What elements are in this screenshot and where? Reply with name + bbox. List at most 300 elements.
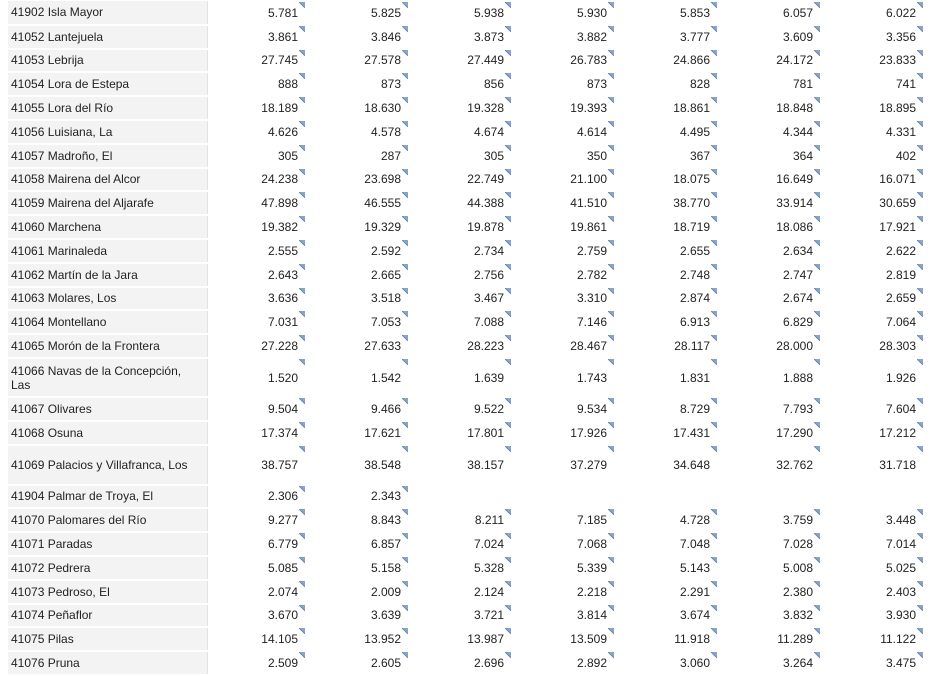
note-flag-icon[interactable] bbox=[505, 145, 511, 151]
note-flag-icon[interactable] bbox=[505, 2, 511, 8]
note-flag-icon[interactable] bbox=[814, 628, 820, 634]
note-flag-icon[interactable] bbox=[608, 533, 614, 539]
value-text: 38.757 bbox=[261, 457, 298, 472]
note-flag-icon[interactable] bbox=[505, 605, 511, 611]
value-text: 38.770 bbox=[673, 196, 710, 211]
note-flag-icon[interactable] bbox=[505, 121, 511, 127]
value-text: 9.522 bbox=[473, 402, 504, 417]
value-cell bbox=[619, 334, 722, 358]
table-row bbox=[8, 627, 928, 651]
note-flag-icon[interactable] bbox=[711, 73, 717, 79]
note-flag-icon[interactable] bbox=[505, 97, 511, 103]
note-flag-icon[interactable] bbox=[917, 26, 923, 32]
note-flag-icon[interactable] bbox=[917, 192, 923, 198]
value-cell bbox=[619, 49, 722, 73]
value-text: 3.310 bbox=[576, 291, 607, 306]
note-flag-icon[interactable] bbox=[711, 264, 717, 270]
value-cell bbox=[207, 168, 310, 192]
value-text: 21.100 bbox=[570, 172, 607, 187]
note-flag-icon[interactable] bbox=[299, 533, 305, 539]
municipality-name: 41066 Navas de la Concepción, Las bbox=[8, 358, 207, 398]
note-flag-icon[interactable] bbox=[917, 2, 923, 8]
value-text: 28.000 bbox=[776, 339, 813, 354]
value-cell bbox=[207, 397, 310, 421]
note-flag-icon[interactable] bbox=[711, 581, 717, 587]
value-text: 3.670 bbox=[267, 608, 298, 623]
note-flag-icon[interactable] bbox=[917, 557, 923, 563]
note-flag-icon[interactable] bbox=[711, 533, 717, 539]
note-flag-icon[interactable] bbox=[505, 533, 511, 539]
note-flag-icon[interactable] bbox=[711, 121, 717, 127]
note-flag-icon[interactable] bbox=[608, 557, 614, 563]
note-flag-icon[interactable] bbox=[917, 97, 923, 103]
note-flag-icon[interactable] bbox=[711, 311, 717, 317]
note-flag-icon[interactable] bbox=[814, 121, 820, 127]
value-cell bbox=[310, 651, 413, 675]
note-flag-icon[interactable] bbox=[505, 192, 511, 198]
municipality-name: 41055 Lora del Río bbox=[8, 96, 207, 120]
note-flag-icon[interactable] bbox=[608, 628, 614, 634]
value-text: 7.024 bbox=[473, 537, 504, 552]
note-flag-icon[interactable] bbox=[505, 422, 511, 428]
note-flag-icon[interactable] bbox=[711, 335, 717, 341]
note-flag-icon[interactable] bbox=[299, 50, 305, 56]
note-flag-icon[interactable] bbox=[299, 216, 305, 222]
note-flag-icon[interactable] bbox=[814, 311, 820, 317]
note-flag-icon[interactable] bbox=[402, 335, 408, 341]
note-flag-icon[interactable] bbox=[402, 605, 408, 611]
value-text: 8.729 bbox=[679, 402, 710, 417]
note-flag-icon[interactable] bbox=[299, 192, 305, 198]
value-text: 27.449 bbox=[467, 53, 504, 68]
note-flag-icon[interactable] bbox=[711, 557, 717, 563]
note-flag-icon[interactable] bbox=[299, 581, 305, 587]
value-cell bbox=[825, 120, 928, 144]
note-flag-icon[interactable] bbox=[299, 288, 305, 294]
municipality-name: 41053 Lebrija bbox=[8, 49, 207, 73]
value-cell bbox=[825, 508, 928, 532]
note-flag-icon[interactable] bbox=[814, 533, 820, 539]
note-flag-icon[interactable] bbox=[608, 216, 614, 222]
value-cell bbox=[619, 287, 722, 311]
note-flag-icon[interactable] bbox=[917, 50, 923, 56]
note-flag-icon[interactable] bbox=[608, 121, 614, 127]
value-cell bbox=[516, 445, 619, 485]
note-flag-icon[interactable] bbox=[814, 581, 820, 587]
note-flag-icon[interactable] bbox=[814, 359, 820, 365]
note-flag-icon[interactable] bbox=[711, 652, 717, 658]
note-flag-icon[interactable] bbox=[299, 509, 305, 515]
note-flag-icon[interactable] bbox=[505, 169, 511, 175]
value-text: 7.793 bbox=[782, 402, 813, 417]
note-flag-icon[interactable] bbox=[299, 311, 305, 317]
note-flag-icon[interactable] bbox=[608, 192, 614, 198]
note-flag-icon[interactable] bbox=[814, 652, 820, 658]
note-flag-icon[interactable] bbox=[402, 486, 408, 492]
value-text: 2.509 bbox=[267, 656, 298, 671]
note-flag-icon[interactable] bbox=[608, 145, 614, 151]
note-flag-icon[interactable] bbox=[814, 240, 820, 246]
note-flag-icon[interactable] bbox=[814, 216, 820, 222]
value-text: 18.086 bbox=[776, 220, 813, 235]
note-flag-icon[interactable] bbox=[814, 335, 820, 341]
note-flag-icon[interactable] bbox=[402, 446, 408, 452]
note-flag-icon[interactable] bbox=[814, 264, 820, 270]
note-flag-icon[interactable] bbox=[299, 169, 305, 175]
value-text: 17.621 bbox=[364, 426, 401, 441]
note-flag-icon[interactable] bbox=[711, 216, 717, 222]
note-flag-icon[interactable] bbox=[299, 628, 305, 634]
value-text: 19.382 bbox=[261, 220, 298, 235]
note-flag-icon[interactable] bbox=[505, 288, 511, 294]
value-text: 2.748 bbox=[679, 267, 710, 282]
note-flag-icon[interactable] bbox=[917, 121, 923, 127]
value-cell bbox=[310, 310, 413, 334]
value-cell bbox=[413, 334, 516, 358]
value-cell bbox=[722, 334, 825, 358]
value-cell bbox=[825, 627, 928, 651]
note-flag-icon[interactable] bbox=[402, 509, 408, 515]
municipality-name: 41057 Madroño, El bbox=[8, 144, 207, 168]
value-text: 2.622 bbox=[885, 243, 916, 258]
note-flag-icon[interactable] bbox=[608, 605, 614, 611]
note-flag-icon[interactable] bbox=[711, 509, 717, 515]
note-flag-icon[interactable] bbox=[402, 121, 408, 127]
note-flag-icon[interactable] bbox=[608, 264, 614, 270]
value-cell bbox=[825, 25, 928, 49]
note-flag-icon[interactable] bbox=[608, 359, 614, 365]
note-flag-icon[interactable] bbox=[917, 509, 923, 515]
note-flag-icon[interactable] bbox=[814, 169, 820, 175]
note-flag-icon[interactable] bbox=[402, 264, 408, 270]
value-cell bbox=[516, 263, 619, 287]
note-flag-icon[interactable] bbox=[917, 216, 923, 222]
value-text: 7.053 bbox=[370, 315, 401, 330]
note-flag-icon[interactable] bbox=[402, 359, 408, 365]
value-cell bbox=[722, 1, 825, 25]
municipality-name: 41902 Isla Mayor bbox=[8, 1, 207, 25]
note-flag-icon[interactable] bbox=[402, 26, 408, 32]
value-cell bbox=[619, 168, 722, 192]
note-flag-icon[interactable] bbox=[505, 264, 511, 270]
value-text: 7.028 bbox=[782, 537, 813, 552]
note-flag-icon[interactable] bbox=[917, 533, 923, 539]
value-text: 1.520 bbox=[267, 370, 298, 385]
value-cell bbox=[310, 358, 413, 398]
note-flag-icon[interactable] bbox=[917, 240, 923, 246]
note-flag-icon[interactable] bbox=[608, 2, 614, 8]
note-flag-icon[interactable] bbox=[814, 422, 820, 428]
note-flag-icon[interactable] bbox=[505, 509, 511, 515]
value-text: 17.801 bbox=[467, 426, 504, 441]
note-flag-icon[interactable] bbox=[505, 398, 511, 404]
value-text: 8.211 bbox=[474, 513, 504, 528]
value-text: 2.555 bbox=[267, 243, 298, 258]
note-flag-icon[interactable] bbox=[608, 335, 614, 341]
value-cell bbox=[619, 445, 722, 485]
note-flag-icon[interactable] bbox=[402, 422, 408, 428]
note-flag-icon[interactable] bbox=[299, 121, 305, 127]
note-flag-icon[interactable] bbox=[608, 73, 614, 79]
value-cell bbox=[413, 627, 516, 651]
note-flag-icon[interactable] bbox=[608, 509, 614, 515]
note-flag-icon[interactable] bbox=[917, 422, 923, 428]
note-flag-icon[interactable] bbox=[505, 26, 511, 32]
note-flag-icon[interactable] bbox=[917, 398, 923, 404]
note-flag-icon[interactable] bbox=[402, 73, 408, 79]
value-cell bbox=[516, 334, 619, 358]
note-flag-icon[interactable] bbox=[505, 240, 511, 246]
note-flag-icon[interactable] bbox=[299, 26, 305, 32]
table-row bbox=[8, 485, 928, 509]
note-flag-icon[interactable] bbox=[299, 398, 305, 404]
note-flag-icon[interactable] bbox=[402, 628, 408, 634]
note-flag-icon[interactable] bbox=[608, 422, 614, 428]
note-flag-icon[interactable] bbox=[299, 145, 305, 151]
note-flag-icon[interactable] bbox=[299, 73, 305, 79]
table-row bbox=[8, 421, 928, 445]
note-flag-icon[interactable] bbox=[711, 97, 717, 103]
note-flag-icon[interactable] bbox=[402, 145, 408, 151]
value-text: 741 bbox=[895, 77, 916, 92]
note-flag-icon[interactable] bbox=[711, 192, 717, 198]
note-flag-icon[interactable] bbox=[711, 2, 717, 8]
note-flag-icon[interactable] bbox=[505, 335, 511, 341]
value-text: 3.759 bbox=[782, 513, 813, 528]
value-cell bbox=[722, 168, 825, 192]
note-flag-icon[interactable] bbox=[711, 398, 717, 404]
note-flag-icon[interactable] bbox=[299, 605, 305, 611]
note-flag-icon[interactable] bbox=[608, 288, 614, 294]
note-flag-icon[interactable] bbox=[917, 169, 923, 175]
note-flag-icon[interactable] bbox=[814, 557, 820, 563]
note-flag-icon[interactable] bbox=[299, 446, 305, 452]
value-cell bbox=[207, 508, 310, 532]
note-flag-icon[interactable] bbox=[402, 2, 408, 8]
note-flag-icon[interactable] bbox=[608, 446, 614, 452]
note-flag-icon[interactable] bbox=[402, 533, 408, 539]
value-cell bbox=[207, 485, 310, 509]
note-flag-icon[interactable] bbox=[711, 288, 717, 294]
municipality-name: 41904 Palmar de Troya, El bbox=[8, 485, 207, 509]
value-text: 1.888 bbox=[782, 370, 813, 385]
note-flag-icon[interactable] bbox=[505, 581, 511, 587]
value-text: 14.105 bbox=[261, 632, 298, 647]
note-flag-icon[interactable] bbox=[299, 422, 305, 428]
note-flag-icon[interactable] bbox=[608, 652, 614, 658]
note-flag-icon[interactable] bbox=[402, 240, 408, 246]
note-flag-icon[interactable] bbox=[711, 605, 717, 611]
note-flag-icon[interactable] bbox=[402, 169, 408, 175]
note-flag-icon[interactable] bbox=[505, 628, 511, 634]
note-flag-icon[interactable] bbox=[608, 169, 614, 175]
value-text: 18.861 bbox=[673, 101, 710, 116]
value-cell bbox=[310, 49, 413, 73]
value-text: 7.146 bbox=[576, 315, 607, 330]
value-cell bbox=[825, 421, 928, 445]
value-cell bbox=[310, 532, 413, 556]
note-flag-icon[interactable] bbox=[402, 557, 408, 563]
value-cell bbox=[516, 604, 619, 628]
note-flag-icon[interactable] bbox=[402, 97, 408, 103]
value-cell bbox=[722, 25, 825, 49]
municipality-name: 41065 Morón de la Frontera bbox=[8, 334, 207, 358]
note-flag-icon[interactable] bbox=[299, 359, 305, 365]
note-flag-icon[interactable] bbox=[917, 145, 923, 151]
note-flag-icon[interactable] bbox=[917, 652, 923, 658]
note-flag-icon[interactable] bbox=[917, 581, 923, 587]
population-table bbox=[8, 1, 928, 676]
value-cell bbox=[722, 508, 825, 532]
note-flag-icon[interactable] bbox=[299, 97, 305, 103]
value-text: 33.914 bbox=[776, 196, 813, 211]
note-flag-icon[interactable] bbox=[402, 216, 408, 222]
value-text: 3.674 bbox=[679, 608, 710, 623]
note-flag-icon[interactable] bbox=[917, 264, 923, 270]
value-text: 7.014 bbox=[885, 537, 916, 552]
value-cell bbox=[516, 556, 619, 580]
value-cell bbox=[722, 604, 825, 628]
note-flag-icon[interactable] bbox=[711, 422, 717, 428]
note-flag-icon[interactable] bbox=[505, 311, 511, 317]
value-cell bbox=[207, 445, 310, 485]
value-text: 31.718 bbox=[879, 457, 916, 472]
value-cell bbox=[619, 215, 722, 239]
municipality-name: 41052 Lantejuela bbox=[8, 25, 207, 49]
note-flag-icon[interactable] bbox=[917, 288, 923, 294]
value-text: 18.719 bbox=[673, 220, 710, 235]
note-flag-icon[interactable] bbox=[917, 335, 923, 341]
note-flag-icon[interactable] bbox=[608, 311, 614, 317]
note-flag-icon[interactable] bbox=[299, 240, 305, 246]
note-flag-icon[interactable] bbox=[814, 2, 820, 8]
municipality-name: 41060 Marchena bbox=[8, 215, 207, 239]
note-flag-icon[interactable] bbox=[814, 509, 820, 515]
note-flag-icon[interactable] bbox=[299, 264, 305, 270]
municipality-name: 41071 Paradas bbox=[8, 532, 207, 556]
note-flag-icon[interactable] bbox=[814, 446, 820, 452]
value-text: 1.639 bbox=[473, 370, 504, 385]
value-cell bbox=[310, 508, 413, 532]
note-flag-icon[interactable] bbox=[814, 192, 820, 198]
value-cell bbox=[413, 287, 516, 311]
value-text: 3.930 bbox=[885, 608, 916, 623]
value-cell bbox=[310, 96, 413, 120]
value-cell bbox=[619, 120, 722, 144]
value-cell bbox=[619, 263, 722, 287]
value-text: 3.356 bbox=[885, 29, 916, 44]
note-flag-icon[interactable] bbox=[917, 73, 923, 79]
value-text: 305 bbox=[277, 148, 298, 163]
value-text: 5.781 bbox=[267, 5, 298, 20]
note-flag-icon[interactable] bbox=[917, 446, 923, 452]
value-cell bbox=[310, 556, 413, 580]
note-flag-icon[interactable] bbox=[505, 652, 511, 658]
note-flag-icon[interactable] bbox=[711, 26, 717, 32]
value-text: 44.388 bbox=[467, 196, 504, 211]
note-flag-icon[interactable] bbox=[814, 605, 820, 611]
note-flag-icon[interactable] bbox=[608, 50, 614, 56]
note-flag-icon[interactable] bbox=[814, 26, 820, 32]
note-flag-icon[interactable] bbox=[711, 359, 717, 365]
value-cell bbox=[516, 508, 619, 532]
note-flag-icon[interactable] bbox=[299, 2, 305, 8]
note-flag-icon[interactable] bbox=[608, 26, 614, 32]
note-flag-icon[interactable] bbox=[814, 288, 820, 294]
note-flag-icon[interactable] bbox=[505, 50, 511, 56]
note-flag-icon[interactable] bbox=[608, 581, 614, 587]
note-flag-icon[interactable] bbox=[299, 486, 305, 492]
value-cell bbox=[825, 604, 928, 628]
note-flag-icon[interactable] bbox=[711, 169, 717, 175]
value-cell bbox=[619, 627, 722, 651]
note-flag-icon[interactable] bbox=[917, 359, 923, 365]
value-cell bbox=[413, 72, 516, 96]
note-flag-icon[interactable] bbox=[711, 50, 717, 56]
note-flag-icon[interactable] bbox=[608, 97, 614, 103]
note-flag-icon[interactable] bbox=[505, 73, 511, 79]
note-flag-icon[interactable] bbox=[917, 605, 923, 611]
value-text: 5.853 bbox=[679, 5, 710, 20]
value-cell bbox=[825, 310, 928, 334]
table-row bbox=[8, 334, 928, 358]
note-flag-icon[interactable] bbox=[711, 145, 717, 151]
value-cell bbox=[825, 485, 928, 509]
note-flag-icon[interactable] bbox=[814, 97, 820, 103]
note-flag-icon[interactable] bbox=[608, 240, 614, 246]
note-flag-icon[interactable] bbox=[711, 628, 717, 634]
note-flag-icon[interactable] bbox=[917, 311, 923, 317]
note-flag-icon[interactable] bbox=[917, 628, 923, 634]
note-flag-icon[interactable] bbox=[505, 359, 511, 365]
value-text: 3.475 bbox=[885, 656, 916, 671]
note-flag-icon[interactable] bbox=[814, 145, 820, 151]
note-flag-icon[interactable] bbox=[814, 50, 820, 56]
value-cell bbox=[207, 191, 310, 215]
value-cell bbox=[722, 49, 825, 73]
note-flag-icon[interactable] bbox=[505, 216, 511, 222]
value-cell bbox=[310, 191, 413, 215]
value-text: 28.303 bbox=[879, 339, 916, 354]
value-text: 2.306 bbox=[267, 489, 298, 504]
value-cell bbox=[619, 580, 722, 604]
note-flag-icon[interactable] bbox=[711, 446, 717, 452]
value-text: 2.124 bbox=[473, 584, 504, 599]
note-flag-icon[interactable] bbox=[402, 398, 408, 404]
value-text: 24.172 bbox=[776, 53, 813, 68]
note-flag-icon[interactable] bbox=[402, 311, 408, 317]
note-flag-icon[interactable] bbox=[402, 50, 408, 56]
value-text: 2.756 bbox=[473, 267, 504, 282]
value-text: 9.466 bbox=[370, 402, 401, 417]
note-flag-icon[interactable] bbox=[299, 652, 305, 658]
note-flag-icon[interactable] bbox=[711, 240, 717, 246]
note-flag-icon[interactable] bbox=[814, 398, 820, 404]
note-flag-icon[interactable] bbox=[608, 398, 614, 404]
note-flag-icon[interactable] bbox=[299, 335, 305, 341]
note-flag-icon[interactable] bbox=[402, 192, 408, 198]
note-flag-icon[interactable] bbox=[505, 446, 511, 452]
value-cell bbox=[310, 445, 413, 485]
note-flag-icon[interactable] bbox=[402, 288, 408, 294]
note-flag-icon[interactable] bbox=[814, 73, 820, 79]
note-flag-icon[interactable] bbox=[299, 557, 305, 563]
value-cell bbox=[619, 358, 722, 398]
note-flag-icon[interactable] bbox=[505, 557, 511, 563]
value-text: 7.185 bbox=[576, 513, 607, 528]
note-flag-icon[interactable] bbox=[402, 652, 408, 658]
note-flag-icon[interactable] bbox=[402, 581, 408, 587]
